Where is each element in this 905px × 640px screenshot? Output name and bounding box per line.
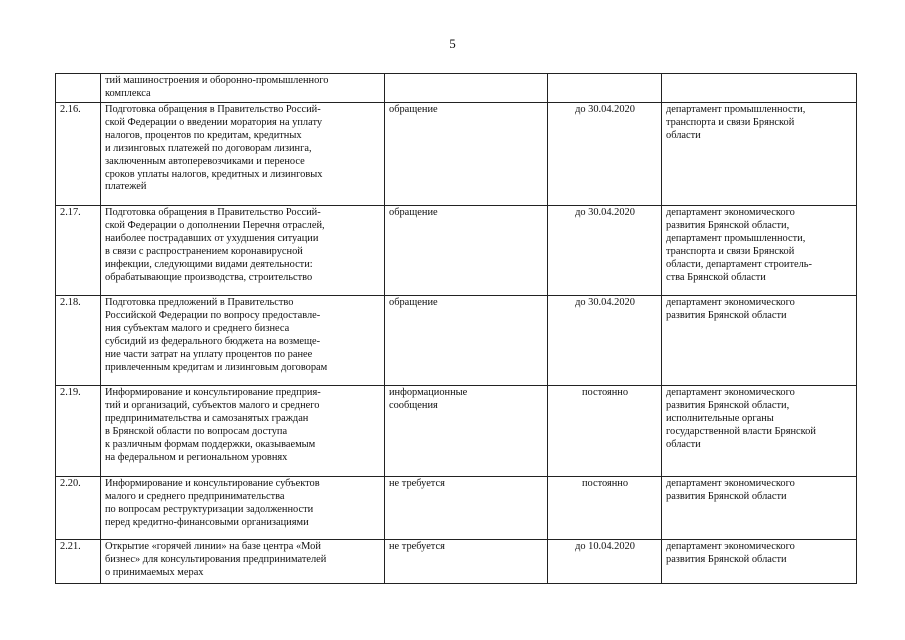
action-text-line: к различным формам поддержки, оказываемым — [105, 438, 316, 450]
action-text-line: налогов, процентов по кредитам, кредитных — [105, 129, 302, 141]
due-date: до 30.04.2020 — [575, 207, 635, 218]
form-text-line: сообщения — [389, 399, 438, 411]
row-number-cell — [56, 540, 101, 584]
action-text-line: предпринимательства и самозанятых граждан — [105, 412, 309, 424]
form-cell — [385, 206, 548, 296]
responsible-text-line: развития Брянской области — [666, 553, 787, 565]
responsible-text-line: департамент экономического — [666, 478, 795, 489]
action-text-line: Подготовка обращения в Правительство Россий- — [105, 104, 321, 115]
responsible-text-line: области — [666, 129, 701, 141]
action-text-line: малого и среднего предпринимательства — [105, 490, 285, 502]
action-text-line: заключенным автоперевозчиками и переносе — [105, 155, 305, 167]
action-text-line: и лизинговых платежей по договорам лизинга, — [105, 142, 312, 154]
action-text-line: сроков уплаты налогов, кредитных и лизинговых — [105, 168, 323, 180]
action-text-line: Открытие «горячей линии» на базе центра «Мой — [105, 541, 321, 552]
table-row — [56, 477, 857, 540]
action-text-line: перед кредитно-финансовыми организациями — [105, 516, 309, 528]
action-text-line: тий машиностроения и оборонно-промышленного — [105, 75, 329, 86]
due-date-cell — [548, 386, 662, 477]
table-row — [56, 540, 857, 584]
responsible-text-line: исполнительные органы — [666, 412, 774, 424]
responsible-cell — [662, 103, 857, 206]
form-cell — [385, 540, 548, 584]
action-text-line: Российской Федерации по вопросу предоставле- — [105, 309, 321, 321]
responsible-text-line: департамент промышленности, — [666, 104, 806, 115]
action-text-line: инфекции, следующими видами деятельности: — [105, 258, 313, 270]
action-text-line: в Брянской области по вопросам доступа — [105, 425, 288, 437]
form-cell — [385, 74, 548, 103]
row-number-cell — [56, 74, 101, 103]
responsible-text-line: государственной власти Брянской — [666, 425, 816, 437]
action-text-line: по вопросам реструктуризации задолженности — [105, 503, 314, 515]
due-date-cell — [548, 540, 662, 584]
row-number-cell — [56, 206, 101, 296]
action-text-line: на федеральном и региональном уровнях — [105, 451, 288, 463]
action-text-line: комплекса — [105, 87, 151, 99]
responsible-cell — [662, 477, 857, 540]
action-text-line: ской Федерации о введении моратория на уплату — [105, 116, 323, 128]
responsible-text-line: области, департамент строитель- — [666, 258, 812, 270]
responsible-text-line: департамент экономического — [666, 297, 795, 308]
action-text-line: бизнес» для консультирования предпринимателей — [105, 553, 327, 565]
row-number: 2.21. — [60, 541, 81, 552]
action-cell — [101, 74, 385, 103]
action-text-line: ния субъектам малого и среднего бизнеса — [105, 322, 290, 334]
responsible-text-line: департамент экономического — [666, 207, 795, 218]
responsible-cell — [662, 386, 857, 477]
action-cell — [101, 540, 385, 584]
form-text-line: обращение — [389, 104, 438, 115]
row-number: 2.17. — [60, 207, 81, 218]
action-text-line: о принимаемых мерах — [105, 566, 204, 578]
responsible-text-line: департамент промышленности, — [666, 232, 806, 244]
measures-table-body — [56, 74, 857, 584]
row-number-cell — [56, 477, 101, 540]
due-date-cell — [548, 296, 662, 386]
table-row — [56, 74, 857, 103]
action-text-line: ние части затрат на уплату процентов по ранее — [105, 348, 313, 360]
form-text-line: не требуется — [389, 541, 445, 552]
row-number-cell — [56, 296, 101, 386]
form-text-line: не требуется — [389, 478, 445, 489]
due-date: постоянно — [581, 387, 629, 398]
table-row — [56, 206, 857, 296]
form-cell — [385, 103, 548, 206]
row-number: 2.19. — [60, 387, 81, 398]
table-row — [56, 296, 857, 386]
due-date: до 30.04.2020 — [575, 104, 635, 115]
responsible-text-line: департамент экономического — [666, 541, 795, 552]
action-text-line: Подготовка предложений в Правительство — [105, 297, 294, 308]
due-date-cell — [548, 206, 662, 296]
action-text-line: Подготовка обращения в Правительство Россий- — [105, 207, 321, 218]
form-cell — [385, 386, 548, 477]
responsible-text-line: области — [666, 438, 701, 450]
responsible-text-line: развития Брянской области — [666, 490, 787, 502]
due-date: постоянно — [581, 478, 629, 489]
row-number-cell — [56, 386, 101, 477]
table-row — [56, 103, 857, 206]
action-text-line: обрабатывающие производства, строительство — [105, 271, 313, 283]
action-text-line: субсидий из федерального бюджета на возмеще- — [105, 335, 321, 347]
responsible-cell — [662, 540, 857, 584]
form-text-line: информационные — [389, 387, 468, 398]
table-row — [56, 386, 857, 477]
due-date-cell — [548, 74, 662, 103]
row-number: 2.16. — [60, 104, 81, 115]
responsible-text-line: развития Брянской области, — [666, 219, 790, 231]
action-text-line: ской Федерации о дополнении Перечня отраслей, — [105, 219, 325, 231]
form-text-line: обращение — [389, 207, 438, 218]
action-text-line: Информирование и консультирование предприя- — [105, 387, 321, 398]
action-cell — [101, 477, 385, 540]
action-text-line: наиболее пострадавших от ухудшения ситуации — [105, 232, 319, 244]
due-date: до 30.04.2020 — [575, 297, 635, 308]
measures-table — [55, 73, 857, 584]
form-cell — [385, 296, 548, 386]
action-cell — [101, 103, 385, 206]
form-text-line: обращение — [389, 297, 438, 308]
action-text-line: привлеченным кредитам и лизинговым договорам — [105, 361, 328, 373]
action-text-line: платежей — [105, 181, 147, 193]
responsible-cell — [662, 74, 857, 103]
row-number: 2.20. — [60, 478, 81, 489]
responsible-text-line: развития Брянской области, — [666, 399, 790, 411]
action-text-line: в связи с распространением коронавирусной — [105, 245, 303, 257]
responsible-text-line: ства Брянской области — [666, 271, 766, 283]
due-date: до 10.04.2020 — [575, 541, 635, 552]
responsible-cell — [662, 296, 857, 386]
row-number: 2.18. — [60, 297, 81, 308]
action-text-line: тий и организаций, субъектов малого и среднего — [105, 399, 320, 411]
responsible-text-line: транспорта и связи Брянской — [666, 116, 795, 128]
row-number-cell — [56, 103, 101, 206]
due-date-cell — [548, 103, 662, 206]
action-text-line: Информирование и консультирование субъектов — [105, 478, 320, 489]
action-cell — [101, 386, 385, 477]
due-date-cell — [548, 477, 662, 540]
action-cell — [101, 206, 385, 296]
responsible-text-line: развития Брянской области — [666, 309, 787, 321]
action-cell — [101, 296, 385, 386]
responsible-text-line: департамент экономического — [666, 387, 795, 398]
responsible-text-line: транспорта и связи Брянской — [666, 245, 795, 257]
responsible-cell — [662, 206, 857, 296]
page-number: 5 — [449, 36, 456, 51]
form-cell — [385, 477, 548, 540]
